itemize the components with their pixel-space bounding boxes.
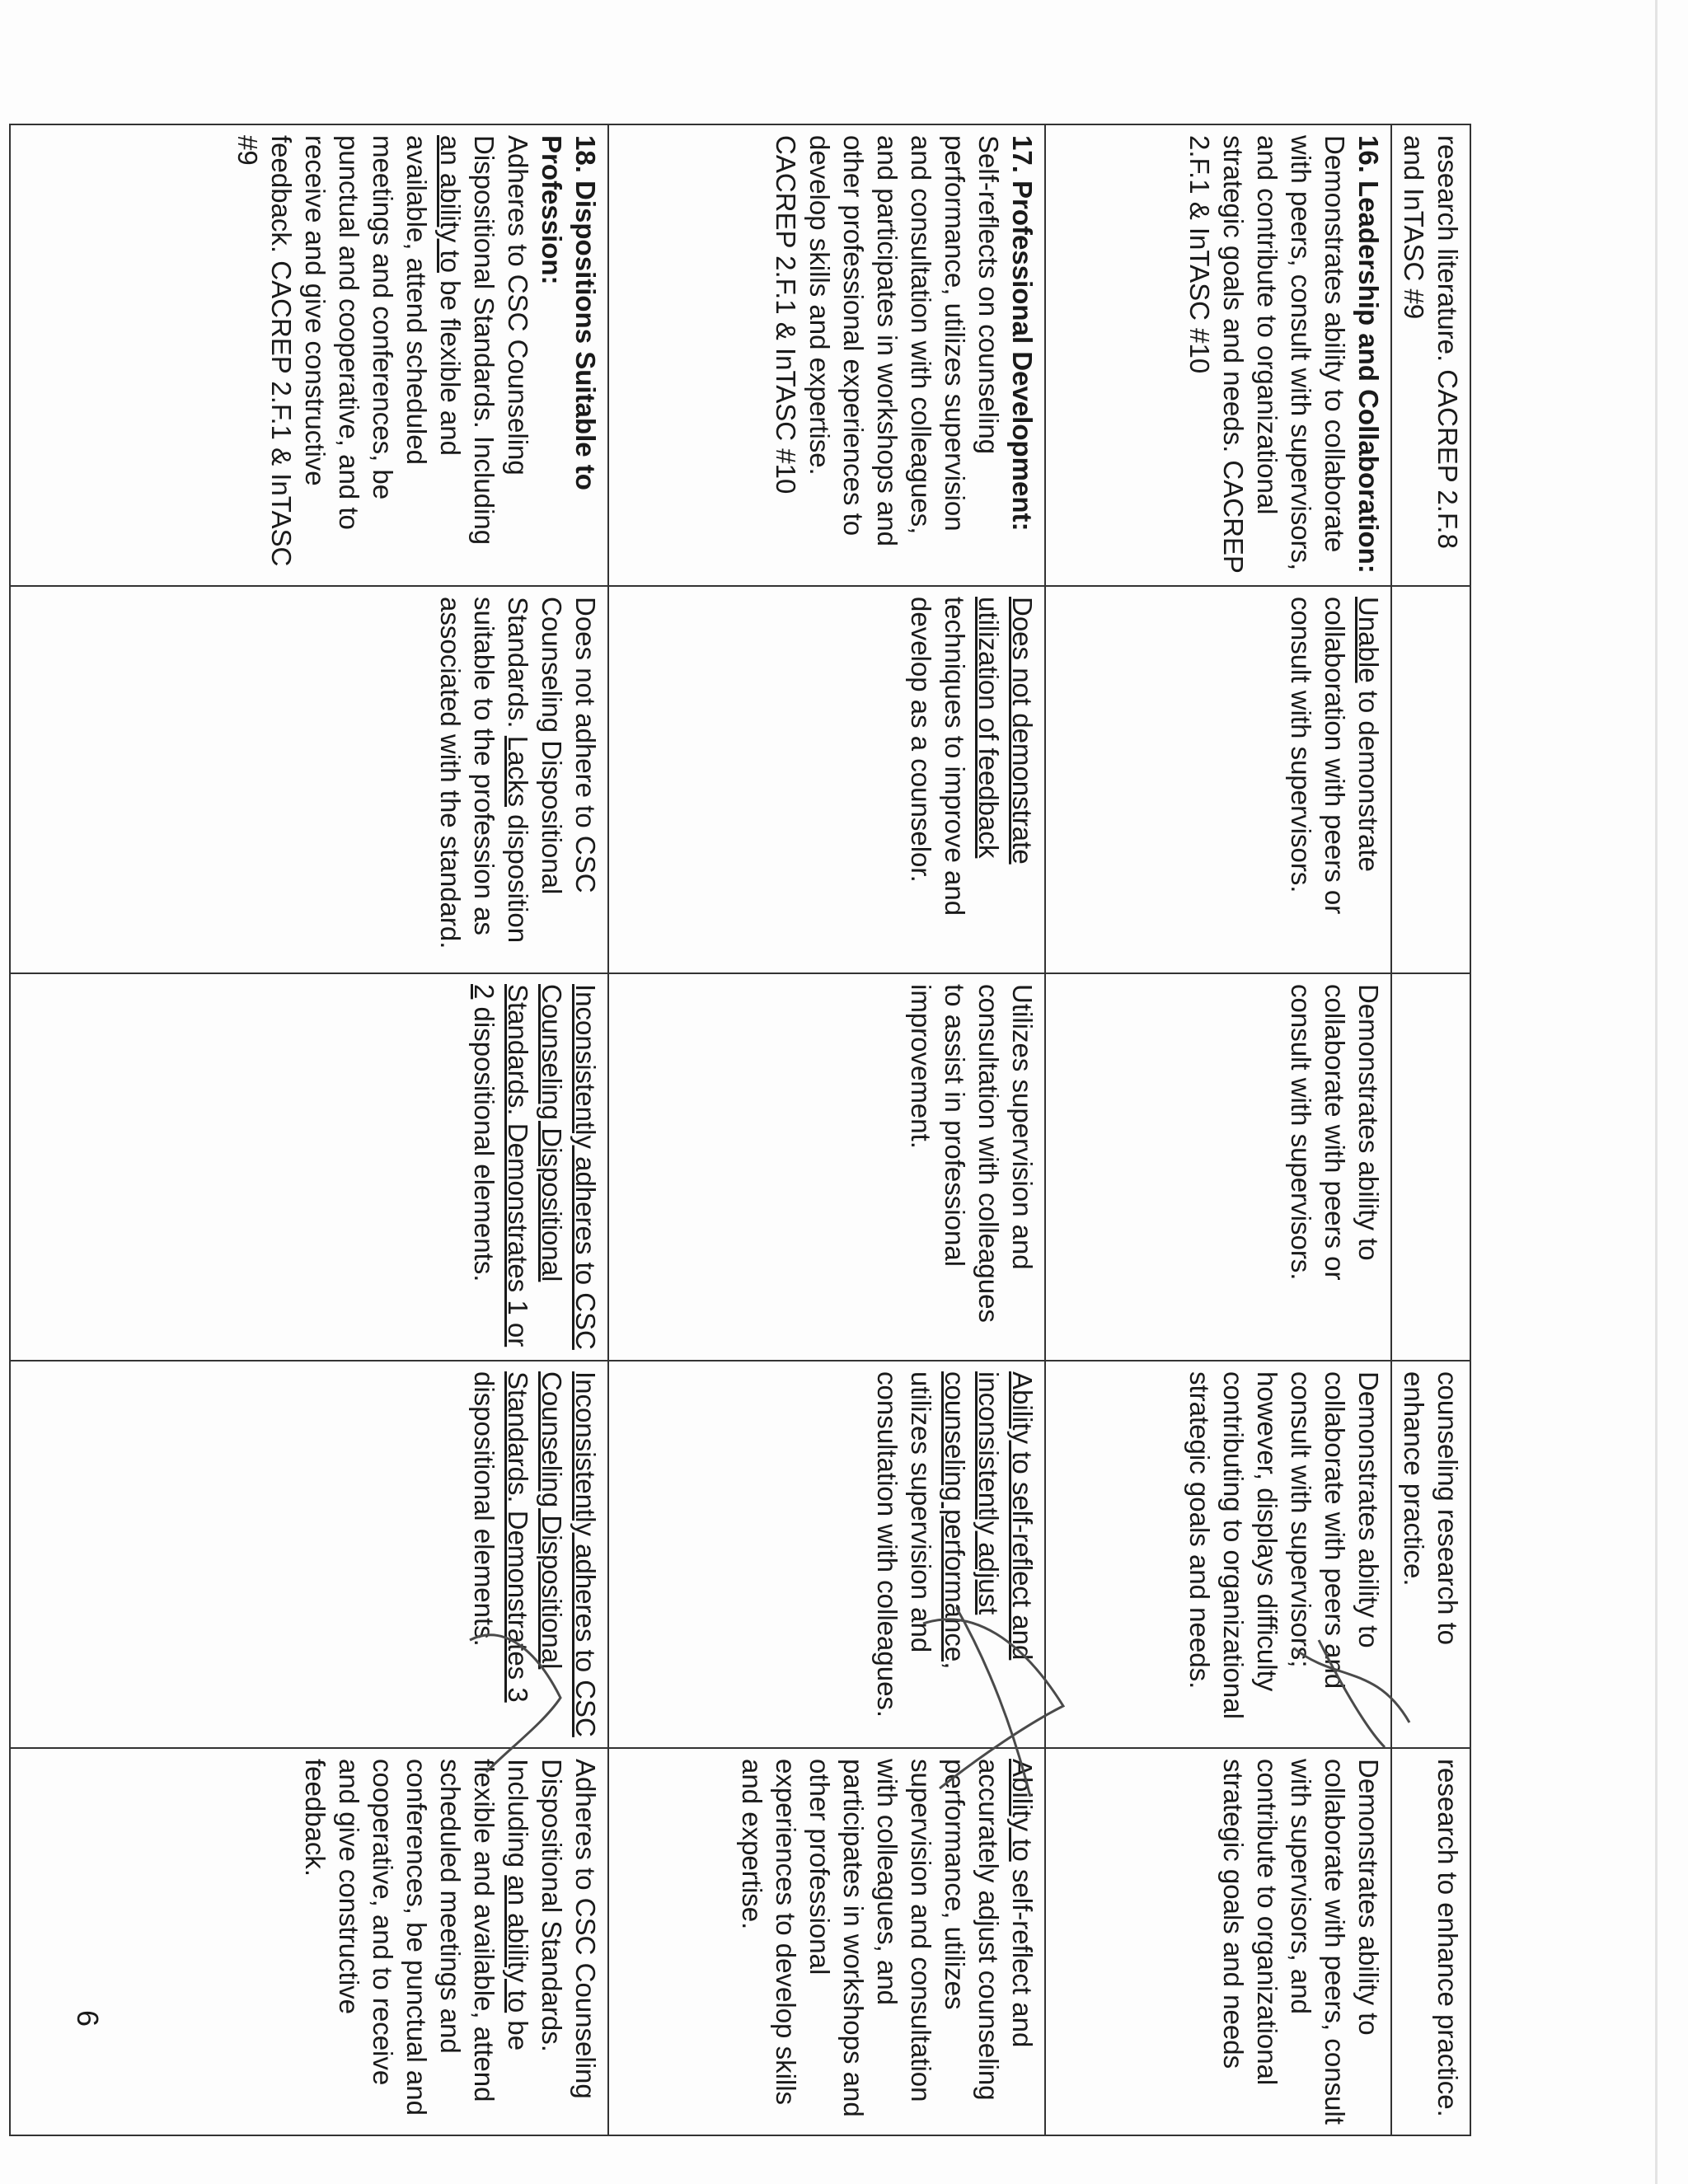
rubric-row — [1391, 124, 1470, 2135]
scan-edge-line — [1655, 0, 1658, 2184]
criterion-cell — [608, 124, 1045, 586]
cell-text: utilizes supervision and consultation with colleagues. — [872, 1371, 936, 1718]
cell-text: Does not demonstrate utilization of feedback — [973, 597, 1038, 865]
cell-text: Ability to — [1007, 1759, 1038, 1862]
cell-text: disposition suitable to the profession as associated with the standard. — [435, 597, 533, 949]
cell-text: 16. Leadership and Collaboration: — [1353, 135, 1384, 574]
cell-text: dispositional elements. — [469, 999, 499, 1282]
criterion-cell — [1391, 124, 1470, 586]
level-4-cell — [1391, 1748, 1470, 2135]
page-number: 6 — [71, 2009, 106, 2027]
rotated-page-content — [37, 124, 1471, 2135]
cell-text: research literature. CACREP 2.F.8 and InTASC #9 — [1399, 135, 1463, 549]
level-1-cell — [1391, 586, 1470, 973]
cell-text: Ability to self-reflect and inconsistently adjust counseling performance, — [940, 1371, 1038, 1670]
cell-text: Inconsistently adheres to CSC Counseling Dispositional Standards. Demonstrates 1 or 2 — [469, 984, 601, 1350]
cell-text: dispositional elements. — [469, 1371, 499, 1647]
level-2-cell — [1045, 973, 1391, 1361]
cell-text: Self-reflects on counseling performance, utilizes supervision and consultation with colleagues, and participates in workshops and other professional experiences to develop skills and expertise. CACREP 2.F.1 & InTASC #10 — [771, 135, 1004, 546]
level-3-cell — [1045, 1361, 1391, 1748]
cell-text: Demonstrates ability to collaborate with peers, consult with supervisors, and contribute to organizational strategic goals and needs. CACREP 2.F.1 & InTASC #10 — [1184, 135, 1350, 574]
level-1-cell — [10, 586, 608, 973]
level-3-cell — [608, 1361, 1045, 1748]
cell-text: Does not adhere to CSC Counseling Dispositional Standards. — [503, 597, 601, 895]
cell-text: Unable — [1353, 597, 1384, 683]
rubric-row — [10, 124, 608, 2135]
level-2-cell — [1391, 973, 1470, 1361]
level-4-cell — [10, 1748, 608, 2135]
cell-text: research to enhance practice. — [1432, 1759, 1463, 2117]
cell-text: Utilizes supervision and consultation with colleagues to assist in professional improvement. — [906, 984, 1038, 1323]
level-2-cell — [10, 973, 608, 1361]
criterion-cell — [1045, 124, 1391, 586]
level-4-cell — [1045, 1748, 1391, 2135]
rubric-row — [608, 124, 1045, 2135]
cell-text: be flexible and available, attend scheduled meetings and conferences, be punctual and cooperative, and to receive and give constructive feedback. — [300, 1759, 533, 2116]
rubric-table — [9, 124, 1471, 2136]
cell-text: Demonstrates ability to collaborate with peers or consult with supervisors. — [1286, 984, 1384, 1281]
cell-text: self-reflect and accurately adjust counseling performance, utilizes supervision and consultation with colleagues, and participates in workshops and other professional experiences to develop skills and expertise. — [737, 1759, 1038, 2117]
level-1-cell — [608, 586, 1045, 973]
cell-text: Demonstrates ability to collaborate with peers and consult with supervisors; however, displays difficulty contributing to organizational strategic goals and needs. — [1184, 1371, 1384, 1719]
cell-text: an ability to — [503, 1875, 533, 2013]
level-3-cell — [10, 1361, 608, 1748]
cell-text: an ability to — [435, 135, 466, 273]
cell-text: Demonstrates ability to collaborate with peers, consult with supervisors, and contribute to organizational strategic goals and needs — [1218, 1759, 1384, 2125]
cell-text: 17. Professional Development: — [1007, 135, 1038, 532]
criterion-cell — [10, 124, 608, 586]
cell-text: to demonstrate collaboration with peers or consult with supervisors. — [1286, 597, 1384, 915]
level-4-cell — [608, 1748, 1045, 2135]
level-3-cell — [1391, 1361, 1470, 1748]
rubric-row — [1045, 124, 1391, 2135]
cell-text: Lacks — [503, 735, 533, 807]
cell-text: Adheres to CSC Counseling Dispositional Standards. Including — [503, 1759, 601, 2099]
cell-text: 18. Dispositions Suitable to Profession: — [537, 135, 601, 490]
cell-text: Inconsistently adheres to CSC Counseling Dispositional Standards. Demonstrates 3 — [503, 1371, 601, 1737]
cell-text: Adheres to CSC Counseling Dispositional Standards. Including — [469, 135, 533, 546]
cell-text: counseling research to enhance practice. — [1399, 1371, 1463, 1646]
level-2-cell — [608, 973, 1045, 1361]
cell-text: techniques to improve and develop as a counselor. — [906, 597, 970, 916]
level-1-cell — [1045, 586, 1391, 973]
cell-text: be flexible and available, attend scheduled meetings and conferences, be punctual and cooperative, and to receive and give constructive feedback. CACREP 2.F.1 & InTASC #9 — [232, 135, 466, 567]
